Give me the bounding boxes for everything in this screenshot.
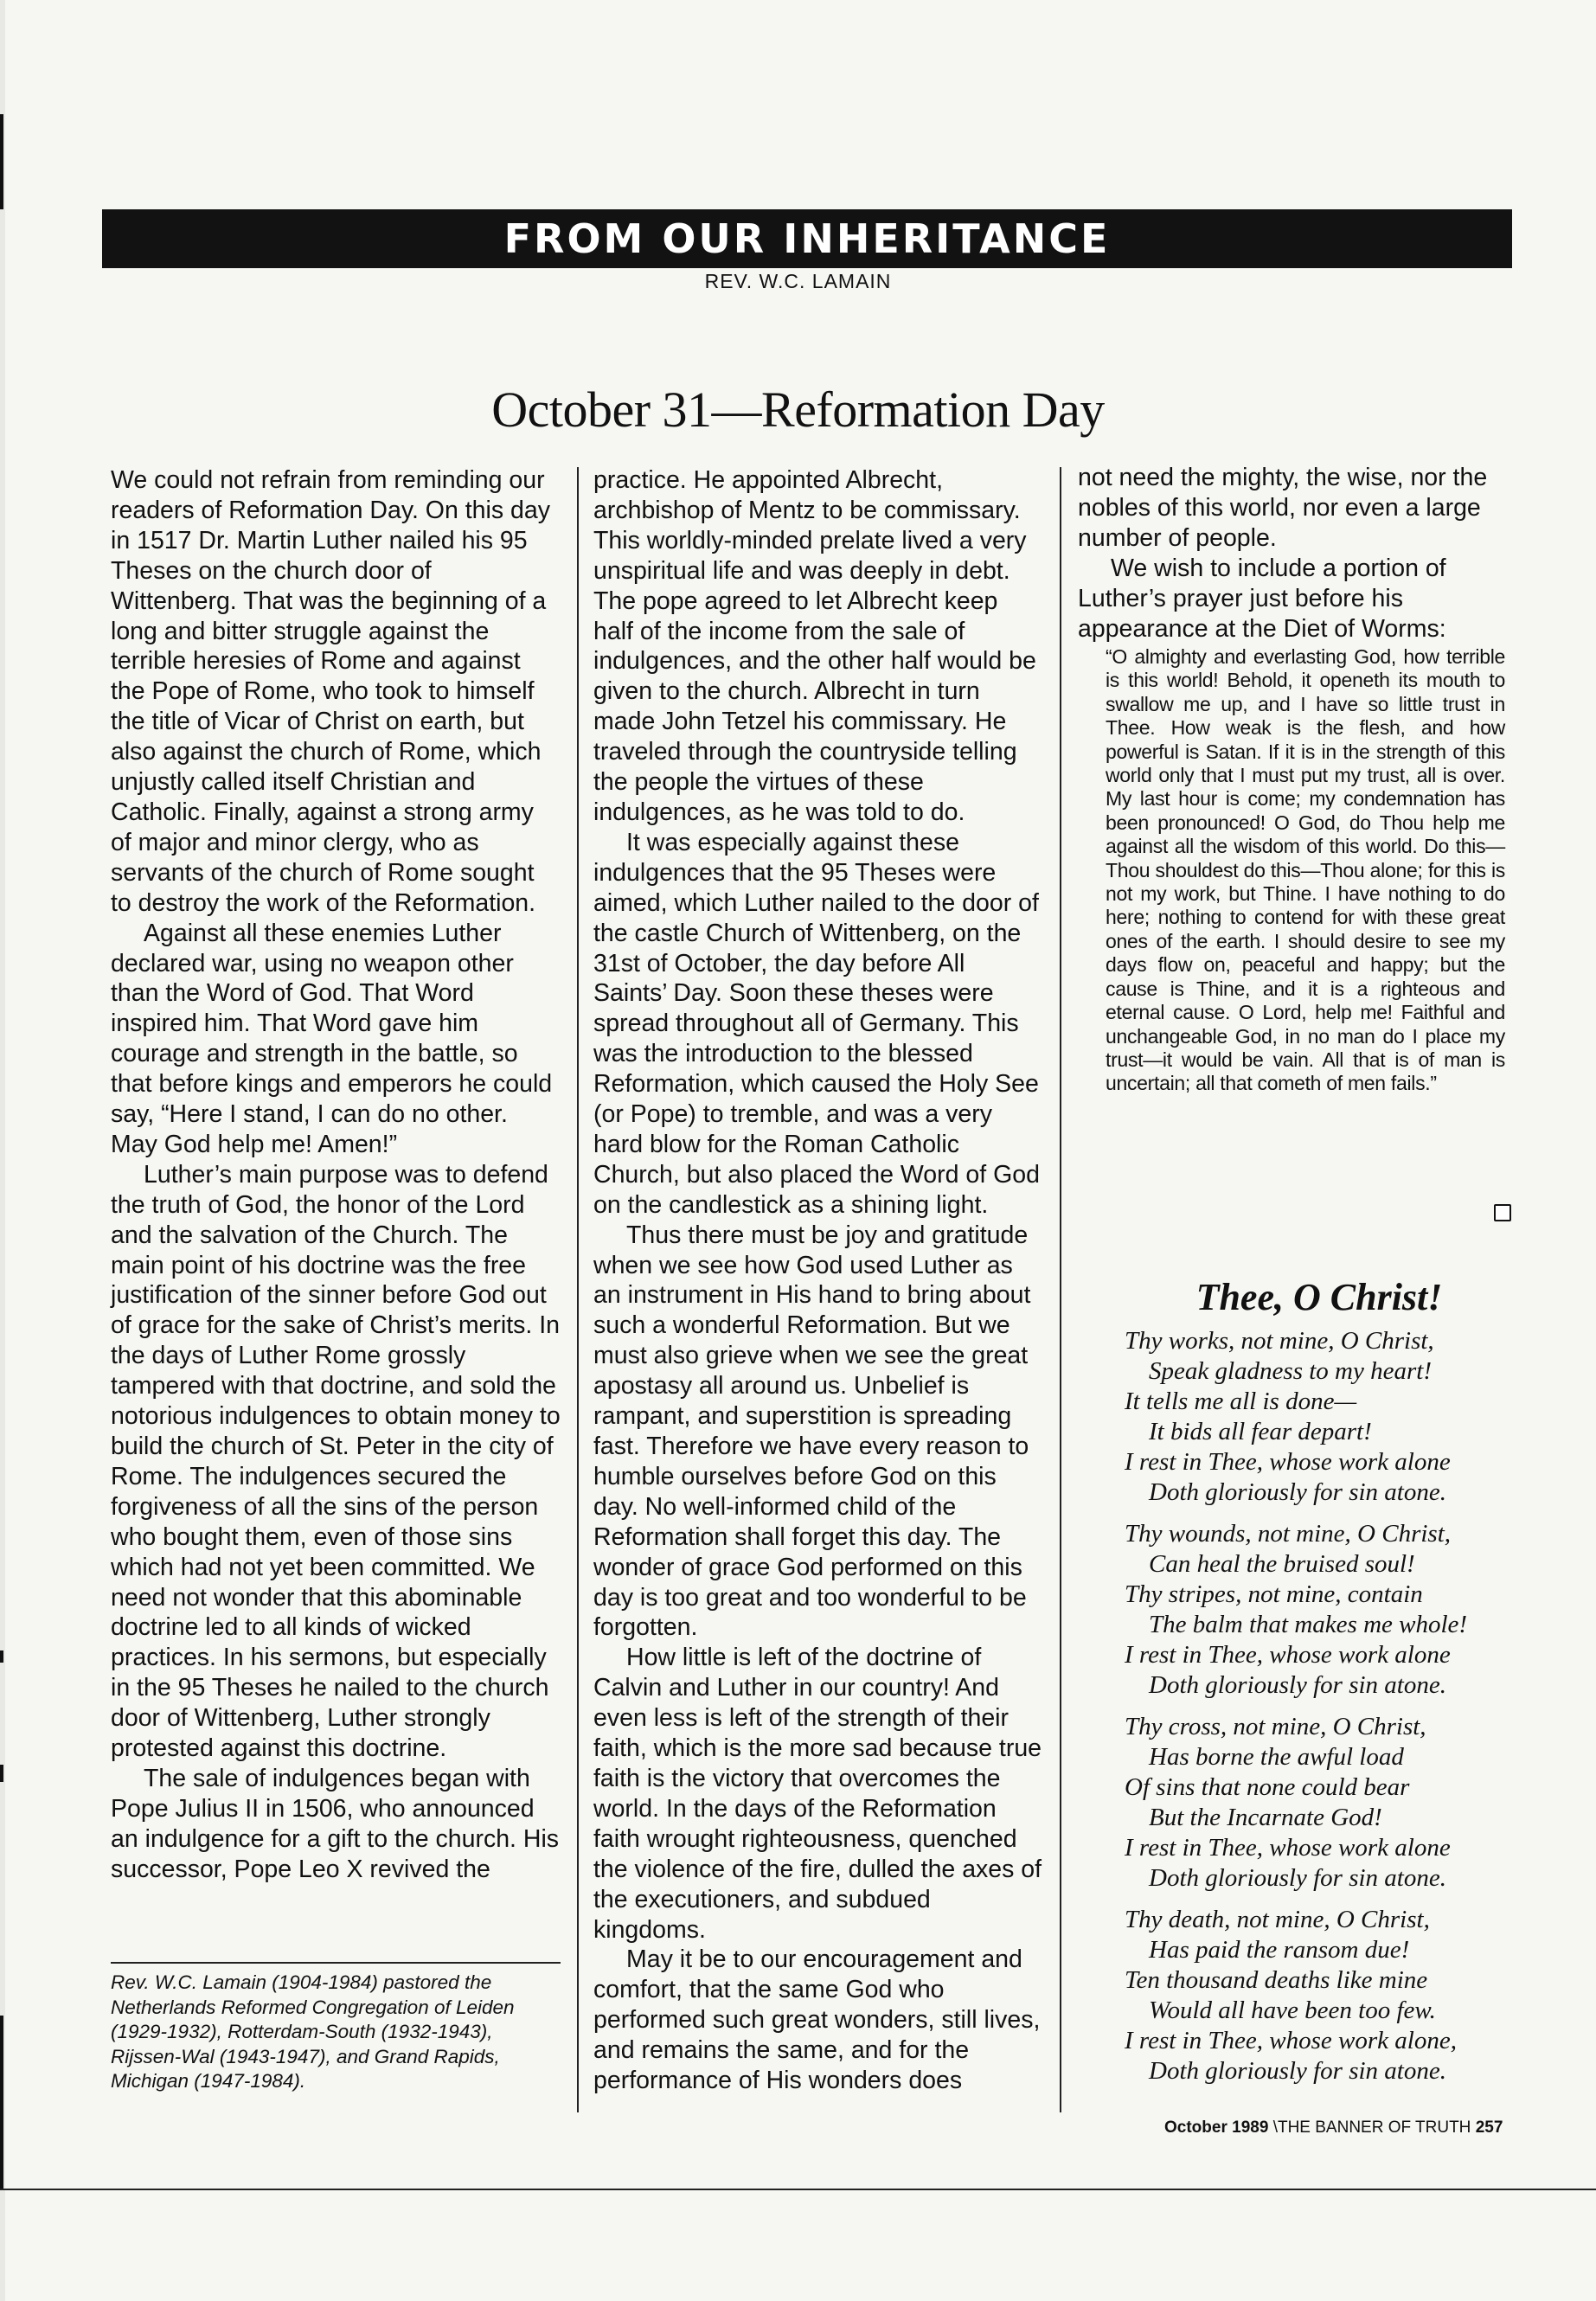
poem-line: I rest in Thee, whose work alone xyxy=(1125,1448,1451,1476)
article-column-3 xyxy=(1078,463,1528,644)
page-bottom-edge xyxy=(0,2189,1596,2190)
paragraph: How little is left of the doctrine of Calvin and Luther in our country! And even less is left of the strength of their faith, which is the more sad because true faith is the victory that overcomes the world. In the days of the Reformation faith wrought righteousness, quenched the violence of the fire, dulled the axes of the executioners, and subdued kingdoms. xyxy=(593,1644,1042,1944)
paragraph: Against all these enemies Luther declared war, using no weapon other than the Word of God. That Word inspired him. That Word gave him courage and strength in the battle, so that before kings and emperors he could say, “Here I stand, I can do no other. May God help me! Amen!” xyxy=(111,919,553,1158)
poem-line: I rest in Thee, whose work alone xyxy=(1125,1834,1451,1862)
luther-prayer-quote: “O almighty and everlasting God, how terrible is this world! Behold, it openeth its mouth to swallow me up, and I have so little trust in Thee. How weak is the flesh, and how powerful is Satan. If it is in the strength of this world only that I must put my trust, all is over. My last hour is come; my condemnation has been pronounced! O God, do Thou help me against all the wisdom of this world. Do this—Thou shouldest do this—Thou alone; for this is not my work, but Thine. I have nothing to do here; nothing to contend for with these great ones of the earth. I should desire to see my days flow on, peaceful and happy; but the cause is Thine, and it is a righteous and eternal cause. O Lord, help me! Faithful and unchangeable God, in no man do I place my trust—it would be vain. All that is of man is uncertain; all that cometh of men fails.” xyxy=(1106,645,1505,1095)
column-divider xyxy=(577,467,579,2112)
page-number: 257 xyxy=(1475,2118,1503,2137)
issue-date: October 1989 xyxy=(1164,2118,1269,2137)
article-column-1 xyxy=(111,465,561,1885)
poem-line: Doth gloriously for sin atone. xyxy=(1149,1671,1446,1699)
author-byline: REV. W.C. LAMAIN xyxy=(704,270,892,292)
poem-line: Of sins that none could bear xyxy=(1125,1773,1410,1801)
scan-edge xyxy=(0,0,5,2301)
paragraph: It was especially against these indulgences that the 95 Theses were aimed, which Luther nailed to the door of the castle Church of Wittenberg, on the 31st of October, the day before All Saints’ Day. Soon these theses were spread throughout all of Germany. This was the introduction to the blessed Reformation, which caused the Holy See (or Pope) to tremble, and was a very hard blow for the Roman Catholic Church, but also placed the Word of God on the candlestick as a shining light. xyxy=(593,828,1040,1219)
paragraph: practice. He appointed Albrecht, archbishop of Mentz to be commissary. This worldly-minded prelate lived a very unspiritual life and was deeply in debt. The pope agreed to let Albrecht keep half of the income from the sale of indulgences, and the other half would be given to the church. Albrecht in turn made John Tetzel his commissary. He traveled through the countryside telling the people the virtues of these indulgences, as he was told to do. xyxy=(593,466,1036,826)
poem-line: The balm that makes me whole! xyxy=(1149,1611,1468,1638)
poem-line: It tells me all is done— xyxy=(1125,1388,1357,1415)
poem-line: Doth gloriously for sin atone. xyxy=(1149,1864,1446,1892)
poem-line: Speak gladness to my heart! xyxy=(1149,1357,1432,1385)
poem-line: Thy works, not mine, O Christ, xyxy=(1125,1327,1434,1355)
poem-line: Doth gloriously for sin atone. xyxy=(1149,2057,1446,2085)
scan-mark xyxy=(0,2016,3,2189)
paragraph: not need the mighty, the wise, nor the nobles of this world, nor even a large number of people. xyxy=(1078,464,1488,552)
scan-mark xyxy=(0,1765,3,1782)
poem-line: Thy cross, not mine, O Christ, xyxy=(1125,1713,1426,1740)
poem-stanza xyxy=(1125,1519,1540,1701)
poem-stanza xyxy=(1125,1712,1540,1894)
poem-line: Would all have been too few. xyxy=(1149,1997,1436,2024)
poem-line: Thy stripes, not mine, contain xyxy=(1125,1580,1423,1608)
magazine-name: THE BANNER OF TRUTH xyxy=(1277,2118,1471,2137)
scan-mark xyxy=(0,1650,3,1663)
paragraph: Luther’s main purpose was to defend the truth of God, the honor of the Lord and the salvation of the Church. The main point of his doctrine was the free justification of the sinner before God out of grace for the sake of Christ’s merits. In the days of Luther Rome grossly tampered with that doctrine, and sold the notorious indulgences to obtain money to build the church of St. Peter in the city of Rome. The indulgences secured the forgiveness of all the sins of the person who bought them, even of those sins which had not yet been committed. We need not wonder that this abominable doctrine led to all kinds of wicked practices. In his sermons, but especially in the 95 Theses he nailed to the church door of Wittenberg, Luther strongly protested against this doctrine. xyxy=(111,1160,561,1763)
poem-line: It bids all fear depart! xyxy=(1149,1418,1372,1445)
poem-line: Can heal the bruised soul! xyxy=(1149,1550,1415,1578)
end-mark-icon xyxy=(1494,1204,1511,1221)
article-column-2 xyxy=(593,465,1043,2096)
poem-line: I rest in Thee, whose work alone xyxy=(1125,1641,1451,1669)
poem-line: Has borne the awful load xyxy=(1149,1743,1404,1771)
paragraph: May it be to our encouragement and comfort, that the same God who performed such great wonders, still lives, and remains the same, and for the performance of His wonders does xyxy=(593,1945,1041,2095)
poem-line: Thy death, not mine, O Christ, xyxy=(1125,1906,1430,1933)
poem xyxy=(1125,1326,1540,2098)
paragraph: The sale of indulgences began with Pope Julius II in 1506, who announced an indulgence for a gift to the church. His successor, Pope Leo X revived the xyxy=(111,1764,560,1883)
author-note: Rev. W.C. Lamain (1904-1984) pastored the Netherlands Reformed Congregation of Leiden (1929-1932), Rotterdam-South (1932-1943), Rijssen-Wal (1943-1947), and Grand Rapids, Michigan (1947-1984). xyxy=(111,1971,515,2093)
footnote-divider xyxy=(111,1962,561,1964)
poem-line: Has paid the ransom due! xyxy=(1149,1936,1410,1964)
paragraph: Thus there must be joy and gratitude when we see how God used Luther as an instrument in His hand to bring about such a wonderful Reformation. But we must also grieve when we see the great apostasy all around us. Unbelief is rampant, and superstition is spreading fast. Therefore we have every reason to humble ourselves before God on this day. No well-informed child of the Reformation shall forget this day. The wonder of grace God performed on this day is too great and too wonderful to be forgotten. xyxy=(593,1221,1031,1642)
scan-mark xyxy=(0,114,3,209)
article-title: October 31—Reformation Day xyxy=(491,381,1105,438)
poem-stanza xyxy=(1125,1905,1540,2086)
paragraph: We could not refrain from reminding our readers of Reformation Day. On this day in 1517 Dr. Martin Luther nailed his 95 Theses on the church door of Wittenberg. That was the beginning of a long and bitter struggle against the terrible heresies of Rome and against the Pope of Rome, who took to himself the title of Vicar of Christ on earth, but also against the church of Rome, which unjustly called itself Christian and Catholic. Finally, against a strong army of major and minor clergy, who as servants of the church of Rome sought to destroy the work of the Reformation. xyxy=(111,466,550,917)
poem-line: I rest in Thee, whose work alone, xyxy=(1125,2027,1457,2054)
poem-title: Thee, O Christ! xyxy=(1195,1276,1443,1318)
footer-separator: \ xyxy=(1272,2118,1278,2137)
column-divider xyxy=(1060,467,1061,2112)
section-banner: FROM OUR INHERITANCE xyxy=(102,209,1512,268)
page-footer xyxy=(1164,2118,1503,2138)
poem-line: Thy wounds, not mine, O Christ, xyxy=(1125,1520,1452,1548)
poem-stanza xyxy=(1125,1326,1540,1508)
poem-line: But the Incarnate God! xyxy=(1149,1804,1382,1831)
poem-line: Ten thousand deaths like mine xyxy=(1125,1966,1428,1994)
paragraph: We wish to include a portion of Luther’s prayer just before his appearance at the Diet of Worms: xyxy=(1078,554,1446,643)
poem-line: Doth gloriously for sin atone. xyxy=(1149,1478,1446,1506)
